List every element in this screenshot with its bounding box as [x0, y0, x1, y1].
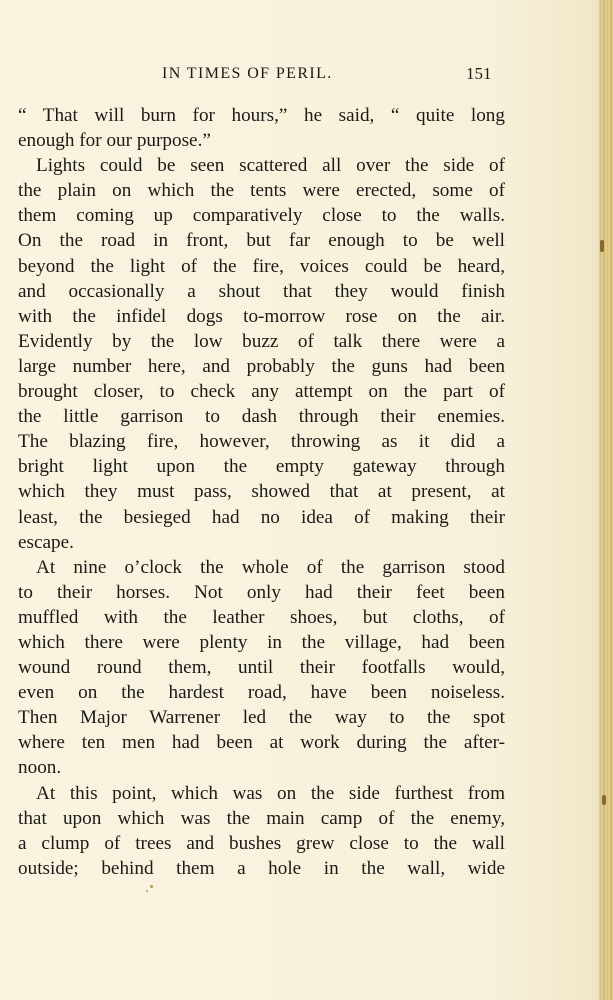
text-line: Evidently by the low buzz of talk there were a	[18, 330, 505, 352]
text-line: At nine o’clock the whole of the garrison stood	[36, 556, 505, 578]
text-line: noon.	[18, 757, 62, 779]
page-stain	[602, 795, 606, 805]
text-line: even on the hardest road, have been noiseless.	[18, 682, 505, 704]
text-line: Then Major Warrener led the way to the spot	[18, 707, 505, 729]
ink-speck	[150, 885, 153, 888]
text-line: with the infidel dogs to-morrow rose on the air.	[18, 305, 505, 327]
page-number: 151	[466, 64, 492, 83]
text-line: and occasionally a shout that they would finish	[18, 280, 505, 302]
text-line: the little garrison to dash through their enemies.	[18, 406, 505, 428]
text-line: wound round them, until their footfalls would,	[18, 657, 505, 679]
body-text	[18, 103, 505, 881]
text-line: At this point, which was on the side furthest from	[36, 782, 505, 804]
text-line: large number here, and probably the guns had been	[18, 355, 505, 377]
text-line: outside; behind them a hole in the wall, wide	[18, 857, 505, 879]
text-line: muffled with the leather shoes, but cloths, of	[18, 606, 505, 628]
text-line: “ That will burn for hours,” he said, “ quite long	[18, 105, 505, 126]
text-line: escape.	[18, 531, 74, 553]
text-line: On the road in front, but far enough to be well	[18, 230, 505, 252]
text-line: beyond the light of the fire, voices could be heard,	[18, 255, 505, 277]
text-line: which they must pass, showed that at present, at	[18, 481, 505, 503]
text-line: brought closer, to check any attempt on the part of	[18, 381, 505, 403]
running-title: IN TIMES OF PERIL.	[162, 65, 333, 82]
text-line: where ten men had been at work during the after-	[18, 732, 505, 754]
text-line: Lights could be seen scattered all over the side of	[36, 155, 505, 177]
text-line: enough for our purpose.”	[18, 130, 211, 152]
text-line: bright light upon the empty gateway through	[18, 456, 505, 478]
text-line: The blazing fire, however, throwing as it did a	[18, 431, 505, 453]
text-line: them coming up comparatively close to the walls.	[18, 205, 505, 227]
ink-speck	[146, 890, 148, 892]
text-line: that upon which was the main camp of the enemy,	[18, 807, 505, 829]
page-stain	[600, 240, 604, 252]
text-line: least, the besieged had no idea of making their	[18, 506, 505, 528]
text-line: a clump of trees and bushes grew close to the wall	[18, 832, 505, 854]
text-line: which there were plenty in the village, had been	[18, 631, 505, 653]
running-head	[0, 62, 613, 86]
text-line: to their horses. Not only had their feet been	[18, 581, 505, 603]
text-line: the plain on which the tents were erected, some of	[18, 180, 505, 202]
page-edge	[599, 0, 613, 1000]
